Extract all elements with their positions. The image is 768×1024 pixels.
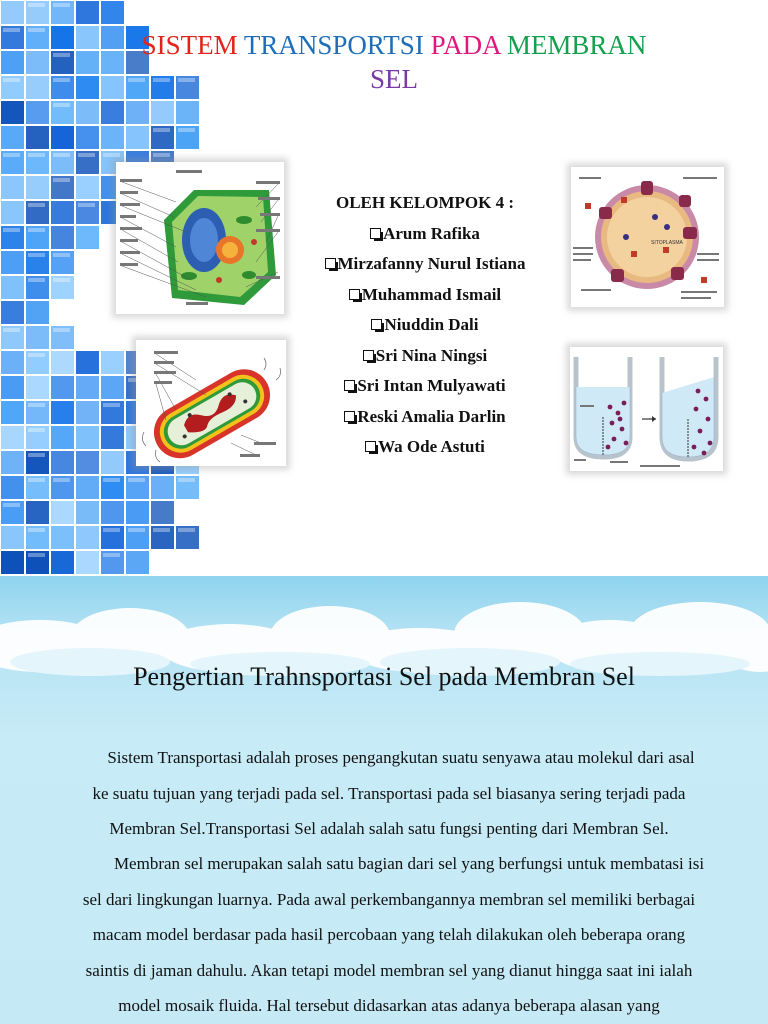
checkbox-bullet-icon [365, 441, 376, 452]
checkbox-bullet-icon [370, 228, 381, 239]
plant-cell-image [116, 162, 284, 314]
member-name: Wa Ode Astuti [378, 437, 485, 456]
member-name: Reski Amalia Darlin [357, 406, 506, 426]
paragraph-line: macam model berdasar pada hasil percobaan yang telah dilakukan oleh beberapa orang [92, 925, 686, 944]
slide-definition [0, 576, 768, 1024]
checkbox-bullet-icon [371, 319, 382, 330]
paragraph-line: ke suatu tujuan yang terjadi pada sel. Transportasi pada sel biasanya sering terjadi pada [92, 783, 686, 803]
slide-title [60, 28, 728, 96]
paragraph-line: saintis di jaman dahulu. Akan tetapi model membran sel yang dianut hingga saat ini ialah [85, 960, 693, 980]
title-word-sel: SEL [369, 64, 418, 94]
paragraph-2 [14, 846, 764, 1024]
checkbox-bullet-icon [344, 380, 355, 391]
member-name: Sri Intan Mulyawati [357, 376, 506, 395]
title-word-sistem: SISTEM [141, 30, 238, 60]
member-name: Mirzafanny Nurul Istiana [337, 254, 526, 273]
title-word-pada: PADA [430, 30, 501, 60]
plant-cell-diagram-icon [116, 162, 284, 314]
member-list [290, 219, 560, 463]
member-item [290, 280, 560, 311]
member-item [290, 432, 560, 463]
title-word-membran: MEMBRAN [506, 30, 647, 60]
osmosis-u-tube-diagram-icon [570, 347, 723, 471]
checkbox-bullet-icon [344, 411, 355, 422]
checkbox-bullet-icon [363, 350, 374, 361]
bacteria-cell-image [136, 340, 286, 466]
member-item [290, 341, 560, 372]
member-name: Muhammad Ismail [361, 284, 502, 304]
bacteria-cell-diagram-icon [136, 340, 286, 466]
membrane-transport-diagram-icon [571, 167, 724, 307]
paragraph-line: Membran sel merupakan salah satu bagian dari sel yang berfungsi untuk membatasi isi [113, 854, 705, 873]
checkbox-bullet-icon [325, 258, 336, 269]
member-name: Sri Nina Ningsi [375, 345, 488, 365]
checkbox-bullet-icon [349, 289, 360, 300]
membrane-transport-image [571, 167, 724, 307]
member-item [290, 219, 560, 250]
group-members [290, 188, 560, 463]
paragraph-line: Membran Sel.Transportasi Sel adalah salah satu fungsi penting dari Membran Sel. [109, 819, 669, 838]
member-item [290, 310, 560, 341]
section-title: Pengertian Trahnsportasi Sel pada Membran Sel [133, 662, 635, 691]
member-item [290, 402, 560, 433]
member-name: Arum Rafika [383, 223, 480, 243]
member-item [290, 249, 560, 280]
osmosis-tubes-image [570, 347, 723, 471]
member-name: Niuddin Dali [384, 315, 479, 334]
paragraph-line: model mosaik fluida. Hal tersebut didasarkan atas adanya beberapa alasan yang [118, 996, 660, 1015]
member-item [290, 371, 560, 402]
paragraph-line: sel dari lingkungan luarnya. Pada awal perkembangannya membran sel memiliki berbagai [82, 889, 696, 909]
group-label: OLEH KELOMPOK 4 : [335, 193, 515, 212]
title-word-transportsi: TRANSPORTSI [243, 30, 424, 60]
paragraph-1 [14, 740, 764, 847]
sitoplasma-label: SITOPLASMA [651, 240, 683, 246]
paragraph-line: Sistem Transportasi adalah proses pengangkutan suatu senyawa atau molekul dari asal [107, 748, 695, 767]
